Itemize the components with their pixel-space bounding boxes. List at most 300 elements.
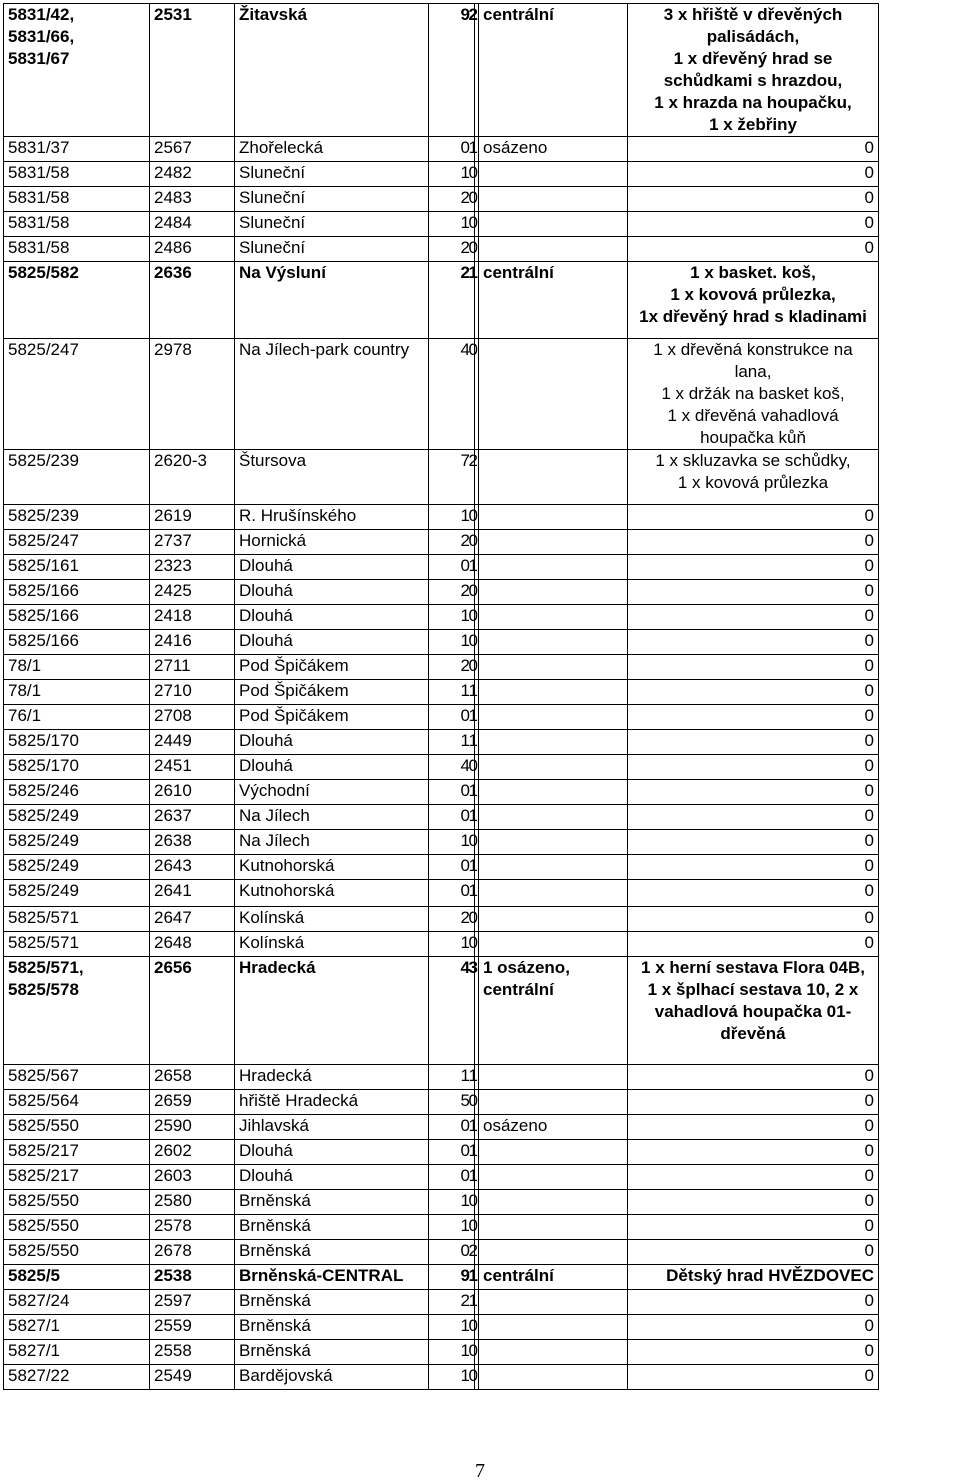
type-cell (479, 1165, 628, 1190)
count-b-value: 0 (468, 1191, 478, 1210)
count-a-cell: 2 (429, 1290, 475, 1315)
street-cell: Pod Špičákem (235, 705, 429, 730)
street-cell: Na Jílech (235, 830, 429, 855)
count-b-cell (468, 530, 479, 555)
count-a-cell: 0 (429, 1165, 475, 1190)
street-cell: Kutnohorská (235, 855, 429, 880)
street-cell: Kolínská (235, 932, 429, 957)
table-row (4, 805, 879, 830)
count-a-cell: 2 (429, 580, 475, 605)
table-row (4, 830, 879, 855)
id-cell: 2636 (150, 262, 235, 339)
id-cell: 2538 (150, 1265, 235, 1290)
count-a-cell: 0 (429, 880, 475, 907)
count-a-cell: 1 (429, 1340, 475, 1365)
street-cell: Hornická (235, 530, 429, 555)
type-cell (479, 555, 628, 580)
count-b-value: 0 (468, 1366, 478, 1385)
street-cell: R. Hrušínského (235, 505, 429, 530)
equipment-cell: 0 (628, 237, 879, 262)
street-cell: Sluneční (235, 237, 429, 262)
count-b-cell (468, 630, 479, 655)
street-cell: Hradecká (235, 1065, 429, 1090)
id-cell: 2678 (150, 1240, 235, 1265)
type-cell (479, 162, 628, 187)
count-a-cell: 0 (429, 1115, 475, 1140)
table-row (4, 262, 879, 339)
count-a-cell: 0 (429, 1140, 475, 1165)
count-b-cell (468, 237, 479, 262)
street-cell: Brněnská-CENTRAL (235, 1265, 429, 1290)
count-b-value: 0 (468, 656, 478, 675)
street-cell: Dlouhá (235, 630, 429, 655)
count-a-cell: 1 (429, 830, 475, 855)
count-b-cell (468, 1340, 479, 1365)
type-cell (479, 655, 628, 680)
count-b-value: 0 (468, 340, 478, 359)
parcel-cell: 5825/567 (4, 1065, 150, 1090)
equipment-cell: 0 (628, 1315, 879, 1340)
count-b-cell (468, 780, 479, 805)
parcel-cell: 5831/42, 5831/66, 5831/67 (4, 4, 150, 137)
equipment-cell: 0 (628, 705, 879, 730)
count-a-cell: 7 (429, 450, 475, 505)
table-row (4, 530, 879, 555)
street-cell: Brněnská (235, 1315, 429, 1340)
count-a-cell: 5 (429, 1090, 475, 1115)
table-row (4, 1240, 879, 1265)
count-a-cell: 2 (429, 530, 475, 555)
parcel-cell: 76/1 (4, 705, 150, 730)
equipment-cell: 3 x hřiště v dřevěných palisádách, 1 x dřevěný hrad se schůdkami s hrazdou, 1 x hrazda na houpačku, 1 x žebřiny (628, 4, 879, 137)
parcel-cell: 5827/1 (4, 1340, 150, 1365)
type-cell (479, 237, 628, 262)
parcel-cell: 5825/217 (4, 1165, 150, 1190)
count-b-value: 0 (468, 1091, 478, 1110)
count-b-cell (468, 932, 479, 957)
count-a-cell: 2 (429, 655, 475, 680)
type-cell (479, 1240, 628, 1265)
street-cell: Žitavská (235, 4, 429, 137)
count-b-cell (468, 655, 479, 680)
count-a-cell: 4 (429, 957, 475, 1065)
parcel-cell: 5825/564 (4, 1090, 150, 1115)
count-a-cell: 1 (429, 630, 475, 655)
count-b-cell (468, 137, 479, 162)
table-row (4, 932, 879, 957)
count-b-cell (468, 855, 479, 880)
table-row (4, 555, 879, 580)
count-a-cell: 2 (429, 187, 475, 212)
equipment-cell: 0 (628, 187, 879, 212)
table-row (4, 730, 879, 755)
equipment-cell: 1 x skluzavka se schůdky, 1 x kovová průlezka (628, 450, 879, 505)
table-row (4, 162, 879, 187)
table-row (4, 855, 879, 880)
id-cell: 2418 (150, 605, 235, 630)
table-row (4, 1265, 879, 1290)
count-a-cell: 1 (429, 1365, 475, 1390)
street-cell: Brněnská (235, 1290, 429, 1315)
id-cell: 2451 (150, 755, 235, 780)
equipment-cell: 0 (628, 780, 879, 805)
id-cell: 2648 (150, 932, 235, 957)
street-cell: hřiště Hradecká (235, 1090, 429, 1115)
type-cell (479, 530, 628, 555)
count-a-cell: 1 (429, 1315, 475, 1340)
table-row (4, 1315, 879, 1340)
id-cell: 2558 (150, 1340, 235, 1365)
id-cell: 2482 (150, 162, 235, 187)
count-a-cell: 1 (429, 932, 475, 957)
parcel-cell: 5827/24 (4, 1290, 150, 1315)
equipment-cell: 0 (628, 1090, 879, 1115)
table-row (4, 1365, 879, 1390)
equipment-cell: 0 (628, 680, 879, 705)
count-b-cell (468, 1165, 479, 1190)
table-row (4, 705, 879, 730)
id-cell: 2416 (150, 630, 235, 655)
page-number: 7 (475, 1460, 485, 1482)
equipment-cell: 0 (628, 580, 879, 605)
count-b-cell (468, 555, 479, 580)
type-cell (479, 1140, 628, 1165)
parcel-cell: 5825/247 (4, 530, 150, 555)
table-row (4, 957, 879, 1065)
street-cell: Dlouhá (235, 1140, 429, 1165)
table-row (4, 1190, 879, 1215)
parcel-cell: 5825/247 (4, 339, 150, 450)
id-cell: 2323 (150, 555, 235, 580)
count-b-cell (468, 907, 479, 932)
street-cell: Dlouhá (235, 555, 429, 580)
count-b-cell (468, 755, 479, 780)
type-cell (479, 830, 628, 855)
parcel-cell: 78/1 (4, 680, 150, 705)
parcel-cell: 5825/249 (4, 855, 150, 880)
parcel-cell: 5825/550 (4, 1215, 150, 1240)
parcel-cell: 5825/550 (4, 1115, 150, 1140)
count-b-cell (468, 580, 479, 605)
count-b-value: 0 (468, 606, 478, 625)
count-a-cell: 0 (429, 555, 475, 580)
count-b-value: 2 (468, 451, 478, 470)
count-a-cell: 4 (429, 755, 475, 780)
table-row (4, 630, 879, 655)
count-b-value: 1 (468, 681, 478, 700)
count-b-value: 3 (468, 958, 478, 977)
type-cell (479, 605, 628, 630)
type-cell (479, 1365, 628, 1390)
id-cell: 2449 (150, 730, 235, 755)
equipment-cell: 0 (628, 1065, 879, 1090)
count-b-cell (468, 1140, 479, 1165)
count-a-cell: 2 (429, 237, 475, 262)
street-cell: Na Jílech-park country (235, 339, 429, 450)
parcel-cell: 5825/170 (4, 755, 150, 780)
count-b-cell (468, 830, 479, 855)
table-row (4, 237, 879, 262)
playground-table (3, 3, 879, 1390)
count-a-cell: 1 (429, 1065, 475, 1090)
id-cell: 2647 (150, 907, 235, 932)
table-row (4, 187, 879, 212)
count-b-value: 1 (468, 1066, 478, 1085)
parcel-cell: 5825/571, 5825/578 (4, 957, 150, 1065)
table-row (4, 680, 879, 705)
table-row (4, 505, 879, 530)
id-cell: 2658 (150, 1065, 235, 1090)
street-cell: Pod Špičákem (235, 655, 429, 680)
count-b-cell (468, 1240, 479, 1265)
type-cell (479, 1340, 628, 1365)
id-cell: 2559 (150, 1315, 235, 1340)
count-a-cell: 0 (429, 1240, 475, 1265)
street-cell: Sluneční (235, 162, 429, 187)
count-b-cell (468, 680, 479, 705)
equipment-cell: 0 (628, 805, 879, 830)
id-cell: 2978 (150, 339, 235, 450)
parcel-cell: 5825/166 (4, 605, 150, 630)
equipment-cell: 0 (628, 505, 879, 530)
count-b-value: 1 (468, 806, 478, 825)
street-cell: Kolínská (235, 907, 429, 932)
table-row (4, 780, 879, 805)
count-b-cell (468, 730, 479, 755)
count-b-value: 0 (468, 831, 478, 850)
type-cell (479, 755, 628, 780)
table-row (4, 450, 879, 505)
id-cell: 2638 (150, 830, 235, 855)
parcel-cell: 5825/166 (4, 580, 150, 605)
parcel-cell: 5825/239 (4, 450, 150, 505)
id-cell: 2710 (150, 680, 235, 705)
equipment-cell: 0 (628, 1290, 879, 1315)
parcel-cell: 5825/217 (4, 1140, 150, 1165)
parcel-cell: 5825/249 (4, 880, 150, 907)
parcel-cell: 5831/58 (4, 237, 150, 262)
count-b-value: 2 (468, 1241, 478, 1260)
equipment-cell: 0 (628, 830, 879, 855)
count-a-cell: 0 (429, 705, 475, 730)
parcel-cell: 5825/582 (4, 262, 150, 339)
count-a-cell: 2 (429, 907, 475, 932)
id-cell: 2531 (150, 4, 235, 137)
table-row (4, 880, 879, 907)
parcel-cell: 5825/246 (4, 780, 150, 805)
equipment-cell: 0 (628, 555, 879, 580)
equipment-cell: 0 (628, 880, 879, 907)
count-b-value: 1 (468, 781, 478, 800)
street-cell: Dlouhá (235, 605, 429, 630)
count-b-cell (468, 505, 479, 530)
street-cell: Štursova (235, 450, 429, 505)
id-cell: 2567 (150, 137, 235, 162)
equipment-cell: 0 (628, 1365, 879, 1390)
count-b-value: 1 (468, 706, 478, 725)
equipment-cell: 1 x dřevěná konstrukce na lana, 1 x držák na basket koš, 1 x dřevěná vahadlová houpačka kůň (628, 339, 879, 450)
count-a-cell: 1 (429, 505, 475, 530)
id-cell: 2597 (150, 1290, 235, 1315)
id-cell: 2578 (150, 1215, 235, 1240)
type-cell: centrální (479, 262, 628, 339)
type-cell (479, 1090, 628, 1115)
count-b-cell (468, 1365, 479, 1390)
count-b-value: 1 (468, 881, 478, 900)
id-cell: 2619 (150, 505, 235, 530)
table-row (4, 1340, 879, 1365)
type-cell (479, 855, 628, 880)
id-cell: 2580 (150, 1190, 235, 1215)
count-b-value: 1 (468, 1141, 478, 1160)
street-cell: Na Jílech (235, 805, 429, 830)
id-cell: 2641 (150, 880, 235, 907)
count-a-cell: 0 (429, 805, 475, 830)
count-a-cell: 0 (429, 780, 475, 805)
count-b-value: 0 (468, 1216, 478, 1235)
parcel-cell: 5825/571 (4, 907, 150, 932)
type-cell (479, 780, 628, 805)
count-b-value: 1 (468, 1291, 478, 1310)
equipment-cell: 0 (628, 1140, 879, 1165)
count-b-value: 0 (468, 506, 478, 525)
equipment-cell: 0 (628, 212, 879, 237)
type-cell (479, 505, 628, 530)
table-row (4, 4, 879, 137)
type-cell: centrální (479, 4, 628, 137)
parcel-cell: 5831/37 (4, 137, 150, 162)
table-row (4, 605, 879, 630)
equipment-cell: 0 (628, 855, 879, 880)
count-b-value: 1 (468, 1166, 478, 1185)
count-a-cell: 1 (429, 730, 475, 755)
street-cell: Brněnská (235, 1340, 429, 1365)
count-b-value: 0 (468, 163, 478, 182)
parcel-cell: 5831/58 (4, 162, 150, 187)
type-cell (479, 339, 628, 450)
id-cell: 2486 (150, 237, 235, 262)
street-cell: Sluneční (235, 187, 429, 212)
equipment-cell: 0 (628, 907, 879, 932)
table-row (4, 1115, 879, 1140)
type-cell: osázeno (479, 1115, 628, 1140)
count-b-cell (468, 212, 479, 237)
parcel-cell: 78/1 (4, 655, 150, 680)
table-row (4, 1215, 879, 1240)
parcel-cell: 5825/166 (4, 630, 150, 655)
parcel-cell: 5831/58 (4, 212, 150, 237)
street-cell: Na Výsluní (235, 262, 429, 339)
id-cell: 2425 (150, 580, 235, 605)
count-b-cell (468, 1290, 479, 1315)
equipment-cell: Dětský hrad HVĚZDOVEC (628, 1265, 879, 1290)
count-b-value: 0 (468, 188, 478, 207)
type-cell (479, 1315, 628, 1340)
count-a-cell: 1 (429, 1190, 475, 1215)
equipment-cell: 0 (628, 605, 879, 630)
table-row (4, 907, 879, 932)
count-b-value: 0 (468, 1341, 478, 1360)
count-a-cell: 1 (429, 212, 475, 237)
parcel-cell: 5825/161 (4, 555, 150, 580)
parcel-cell: 5825/239 (4, 505, 150, 530)
count-b-cell (468, 1190, 479, 1215)
street-cell: Brněnská (235, 1240, 429, 1265)
count-b-value: 0 (468, 933, 478, 952)
id-cell: 2637 (150, 805, 235, 830)
type-cell (479, 880, 628, 907)
type-cell (479, 1190, 628, 1215)
type-cell (479, 1065, 628, 1090)
count-b-cell (468, 1315, 479, 1340)
parcel-cell: 5827/1 (4, 1315, 150, 1340)
parcel-cell: 5825/5 (4, 1265, 150, 1290)
count-b-value: 0 (468, 1316, 478, 1335)
count-b-value: 0 (468, 756, 478, 775)
count-a-cell: 9 (429, 1265, 475, 1290)
type-cell: 1 osázeno, centrální (479, 957, 628, 1065)
id-cell: 2603 (150, 1165, 235, 1190)
street-cell: Jihlavská (235, 1115, 429, 1140)
id-cell: 2590 (150, 1115, 235, 1140)
count-b-cell (468, 805, 479, 830)
parcel-cell: 5825/571 (4, 932, 150, 957)
count-b-value: 1 (468, 731, 478, 750)
type-cell (479, 705, 628, 730)
street-cell: Zhořelecká (235, 137, 429, 162)
count-b-value: 1 (468, 856, 478, 875)
table-row (4, 655, 879, 680)
street-cell: Brněnská (235, 1215, 429, 1240)
count-b-value: 0 (468, 908, 478, 927)
count-b-cell (468, 705, 479, 730)
type-cell: osázeno (479, 137, 628, 162)
count-b-value: 1 (468, 138, 478, 157)
table-row (4, 755, 879, 780)
count-b-cell (468, 1090, 479, 1115)
street-cell: Východní (235, 780, 429, 805)
table-row (4, 580, 879, 605)
id-cell: 2708 (150, 705, 235, 730)
count-b-value: 1 (468, 556, 478, 575)
count-b-cell (468, 1265, 479, 1290)
equipment-cell: 0 (628, 655, 879, 680)
street-cell: Hradecká (235, 957, 429, 1065)
parcel-cell: 5825/550 (4, 1190, 150, 1215)
count-b-value: 0 (468, 531, 478, 550)
parcel-cell: 5831/58 (4, 187, 150, 212)
street-cell: Kutnohorská (235, 880, 429, 907)
id-cell: 2737 (150, 530, 235, 555)
type-cell: centrální (479, 1265, 628, 1290)
table-row (4, 1290, 879, 1315)
equipment-cell: 1 x herní sestava Flora 04B, 1 x šplhací sestava 10, 2 x vahadlová houpačka 01- dřevěná (628, 957, 879, 1065)
id-cell: 2656 (150, 957, 235, 1065)
equipment-cell: 0 (628, 1190, 879, 1215)
type-cell (479, 907, 628, 932)
type-cell (479, 187, 628, 212)
street-cell: Pod Špičákem (235, 680, 429, 705)
count-b-cell (468, 1065, 479, 1090)
count-a-cell: 1 (429, 162, 475, 187)
count-a-cell: 1 (429, 1215, 475, 1240)
parcel-cell: 5825/249 (4, 830, 150, 855)
type-cell (479, 805, 628, 830)
equipment-cell: 0 (628, 730, 879, 755)
count-b-value: 0 (468, 213, 478, 232)
equipment-cell: 0 (628, 137, 879, 162)
type-cell (479, 1215, 628, 1240)
